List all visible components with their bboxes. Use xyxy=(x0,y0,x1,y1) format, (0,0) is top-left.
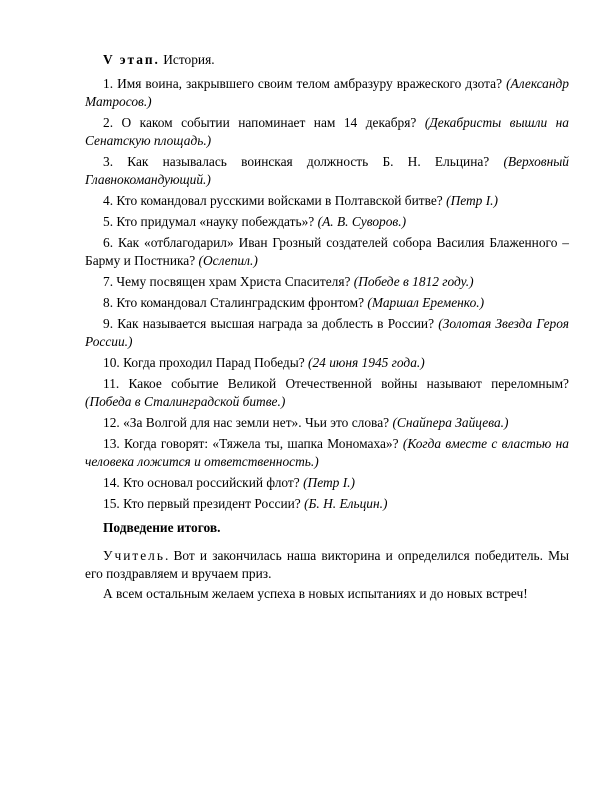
question-text: 7. Чему посвящен храм Христа Спасителя? xyxy=(103,274,351,289)
question-item xyxy=(85,414,569,432)
answer-text: (Золотая Звезда Героя России.) xyxy=(85,316,569,349)
question-item xyxy=(85,435,569,471)
answer-text: (Верховный Главнокомандующий.) xyxy=(85,154,569,187)
question-text: 12. «За Волгой для нас земли нет». Чьи это слова? xyxy=(103,415,390,430)
document-page xyxy=(85,51,569,605)
question-item xyxy=(85,474,569,492)
question-text: 13. Когда говорят: «Тяжела ты, шапка Мономаха»? xyxy=(103,436,399,451)
summary-heading-text: Подведение итогов. xyxy=(103,520,221,535)
closing-text: А всем остальным желаем успеха в новых испытаниях и до новых встреч! xyxy=(103,586,528,601)
stage-label: V этап. xyxy=(103,52,160,67)
question-item xyxy=(85,375,569,411)
question-text: 9. Как называется высшая награда за доблесть в России? xyxy=(103,316,435,331)
question-item xyxy=(85,213,569,231)
stage-title: История. xyxy=(159,52,215,67)
answer-text: (24 июня 1945 года.) xyxy=(308,355,425,370)
answer-text: (Победа в Сталинградской битве.) xyxy=(85,394,286,409)
question-item xyxy=(85,75,569,111)
question-item xyxy=(85,192,569,210)
question-item xyxy=(85,114,569,150)
closing-paragraph xyxy=(85,585,569,603)
answer-text: (А. В. Суворов.) xyxy=(317,214,407,229)
question-text: 14. Кто основал российский флот? xyxy=(103,475,300,490)
question-item xyxy=(85,153,569,189)
question-text: 5. Кто придумал «науку побеждать»? xyxy=(103,214,315,229)
question-text: 2. О каком событии напоминает нам 14 декабря? xyxy=(103,115,417,130)
answer-text: (Декабристы вышли на Сенатскую площадь.) xyxy=(85,115,569,148)
answer-text: (Ослепил.) xyxy=(198,253,258,268)
question-item xyxy=(85,234,569,270)
question-text: 1. Имя воина, закрывшего своим телом амбразуру вражеского дзота? xyxy=(103,76,503,91)
question-text: 3. Как называлась воинская должность Б. Н. Ельцина? xyxy=(103,154,490,169)
question-item xyxy=(85,315,569,351)
speaker-label: Учитель xyxy=(103,548,165,563)
answer-text: (Когда вместе с властью на человека ложится и ответственность.) xyxy=(85,436,569,469)
question-text: 4. Кто командовал русскими войсками в Полтавской битве? xyxy=(103,193,443,208)
answer-text: (Петр I.) xyxy=(446,193,498,208)
answer-text: (Победе в 1812 году.) xyxy=(353,274,474,289)
question-text: 15. Кто первый президент России? xyxy=(103,496,301,511)
question-item xyxy=(85,294,569,312)
question-text: 6. Как «отблагодарил» Иван Грозный создателей собора Василия Блаженного – Барму и Постника? xyxy=(85,235,569,268)
answer-text: (Снайпера Зайцева.) xyxy=(392,415,509,430)
question-text: 10. Когда проходил Парад Победы? xyxy=(103,355,305,370)
answer-text: (Б. Н. Ельцин.) xyxy=(304,496,388,511)
stage-heading xyxy=(85,51,569,69)
answer-text: (Александр Матросов.) xyxy=(85,76,569,109)
question-item xyxy=(85,273,569,291)
answer-text: (Петр I.) xyxy=(303,475,355,490)
answer-text: (Маршал Еременко.) xyxy=(367,295,485,310)
speech-text: . Вот и закончилась наша викторина и определился победитель. Мы его поздравляем и вручаем приз. xyxy=(85,548,569,581)
question-item xyxy=(85,495,569,513)
question-text: 11. Какое событие Великой Отечественной войны называют переломным? xyxy=(103,376,569,391)
summary-heading xyxy=(85,519,569,537)
question-text: 8. Кто командовал Сталинградским фронтом? xyxy=(103,295,365,310)
question-item xyxy=(85,354,569,372)
teacher-speech xyxy=(85,547,569,583)
